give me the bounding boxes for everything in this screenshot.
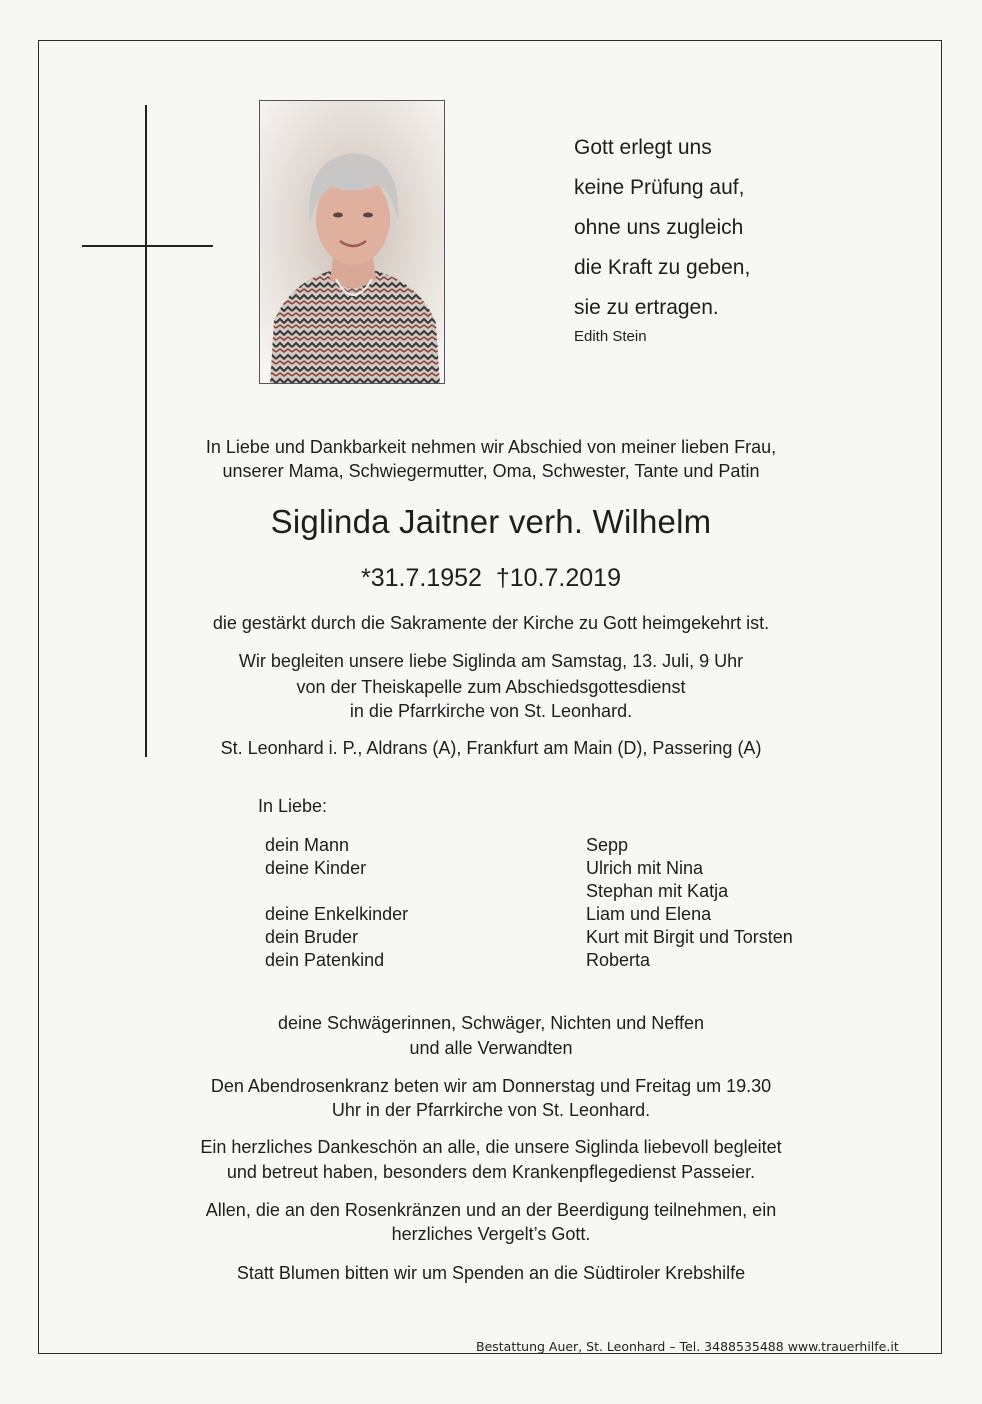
family-name-item: Stephan mit Katja xyxy=(586,881,729,901)
funeral-line-2: von der Theiskapelle zum Abschiedsgottesdienst xyxy=(296,677,686,697)
relatives-line-1: deine Schwägerinnen, Schwäger, Nichten und Neffen xyxy=(278,1013,704,1033)
intro-line-1: In Liebe und Dankbarkeit nehmen wir Abschied von meiner lieben Frau, xyxy=(205,437,777,457)
relation-item xyxy=(265,880,408,903)
rosary-line-2: Uhr in der Pfarrkirche von St. Leonhard. xyxy=(331,1100,651,1120)
family-name-item: Ulrich mit Nina xyxy=(586,858,704,878)
quote-line: keine Prüfung auf, xyxy=(574,176,745,199)
attendees-line-1: Allen, die an den Rosenkränzen und an der Beerdigung teilnehmen, ein xyxy=(205,1200,777,1220)
rosary-line-1: Den Abendrosenkranz beten wir am Donnerstag und Freitag um 19.30 xyxy=(210,1076,772,1096)
deceased-name: Siglinda Jaitner verh. Wilhelm xyxy=(270,503,712,540)
in-love-label: In Liebe: xyxy=(258,796,328,816)
family-name-item: Sepp xyxy=(586,835,629,855)
relation-item: deine Enkelkinder xyxy=(265,904,409,924)
places-text: St. Leonhard i. P., Aldrans (A), Frankfurt am Main (D), Passering (A) xyxy=(220,738,762,758)
relation-item: dein Patenkind xyxy=(265,950,385,970)
family-name-item: Kurt mit Birgit und Torsten xyxy=(586,927,793,947)
family-name-item: Roberta xyxy=(586,950,651,970)
funeral-home-footer: Bestattung Auer, St. Leonhard – Tel. 3488535488 www.trauerhilfe.it xyxy=(476,1339,899,1354)
relation-item: dein Mann xyxy=(265,835,350,855)
funeral-line-3: in die Pfarrkirche von St. Leonhard. xyxy=(349,701,633,721)
quote-author: Edith Stein xyxy=(574,328,647,345)
relatives-line-2: und alle Verwandten xyxy=(409,1038,573,1058)
cross-horizontal-bar xyxy=(82,245,213,247)
donation-text: Statt Blumen bitten wir um Spenden an die Südtiroler Krebshilfe xyxy=(236,1263,746,1283)
quote-line: die Kraft zu geben, xyxy=(574,256,751,279)
family-relations xyxy=(265,834,408,972)
attendees-line-2: herzliches Vergelt’s Gott. xyxy=(391,1224,591,1244)
portrait-photo xyxy=(259,100,445,384)
thanks-line-2: und betreut haben, besonders dem Krankenpflegedienst Passeier. xyxy=(226,1162,756,1182)
relation-item: deine Kinder xyxy=(265,858,367,878)
deceased-dates: *31.7.1952 †10.7.2019 xyxy=(361,564,621,592)
thanks-line-1: Ein herzliches Dankeschön an alle, die unsere Siglinda liebevoll begleitet xyxy=(200,1137,782,1157)
family-name-item: Liam und Elena xyxy=(586,904,712,924)
quote-line: sie zu ertragen. xyxy=(574,296,719,319)
quote-line: Gott erlegt uns xyxy=(574,136,712,159)
sacraments-text: die gestärkt durch die Sakramente der Kirche zu Gott heimgekehrt ist. xyxy=(212,613,770,633)
relation-item: dein Bruder xyxy=(265,927,359,947)
quote-line: ohne uns zugleich xyxy=(574,216,744,239)
funeral-line-1: Wir begleiten unsere liebe Siglinda am Samstag, 13. Juli, 9 Uhr xyxy=(238,651,744,671)
family-names xyxy=(586,834,793,972)
quote-block xyxy=(574,128,750,348)
intro-line-2: unserer Mama, Schwiegermutter, Oma, Schwester, Tante und Patin xyxy=(222,461,760,481)
